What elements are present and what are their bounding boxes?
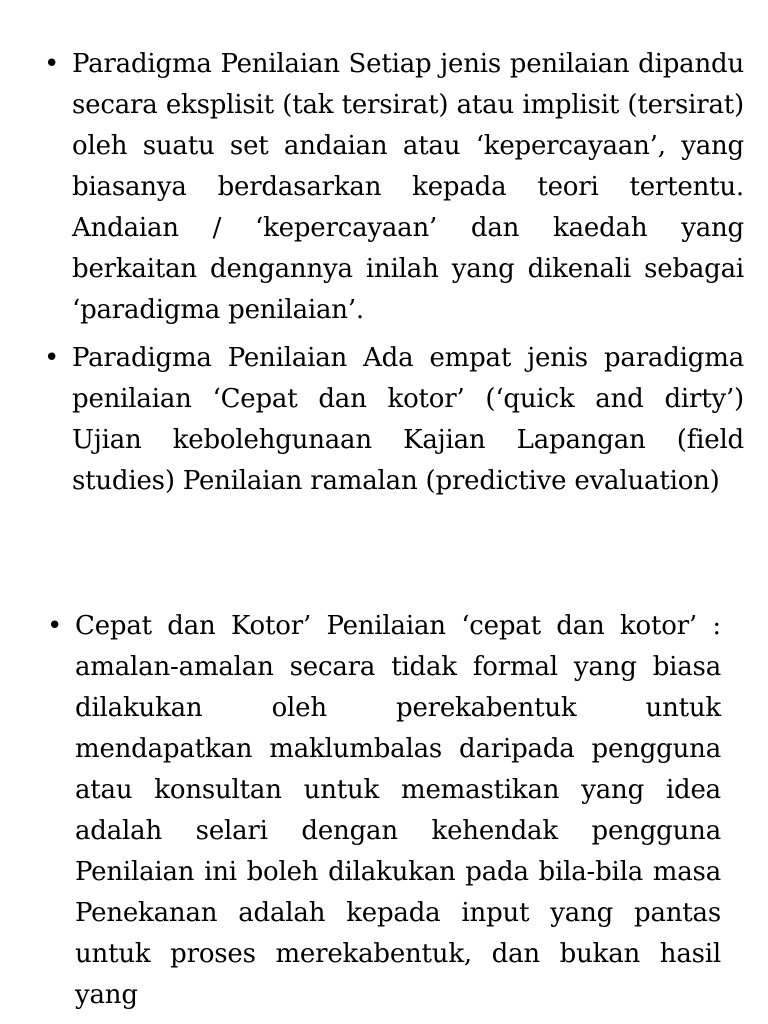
bullet-icon: • <box>47 611 63 641</box>
bullet-text: Cepat dan Kotor’ Penilaian ‘cepat dan kotor’ : amalan-amalan secara tidak formal yang biasa dilakukan oleh perekabentuk untuk mendapatkan maklumbalas daripada pengguna atau konsultan untuk memastikan yang idea adalah selari dengan kehendak pengguna Penilaian ini boleh dilakukan pada bila-bila masa Penekanan adalah kepada input yang pantas untuk proses merekabentuk, dan bukan hasil yang <box>75 611 721 1010</box>
bullet-icon: • <box>44 343 60 373</box>
bullet-text: Paradigma Penilaian Ada empat jenis paradigma penilaian ‘Cepat dan kotor’ (‘quick and dirty’) Ujian kebolehgunaan Kajian Lapangan (field studies) Penilaian ramalan (predictive evaluation) <box>72 343 744 496</box>
bullet-item-quick-and-dirty <box>47 606 721 1016</box>
bullet-icon: • <box>44 49 60 79</box>
bullet-item-four-paradigm-types <box>44 338 744 502</box>
bullet-item-evaluation-paradigm-definition <box>44 44 744 331</box>
bullet-text: Paradigma Penilaian Setiap jenis penilaian dipandu secara eksplisit (tak tersirat) atau implisit (tersirat) oleh suatu set andaian atau ‘kepercayaan’, yang biasanya berdasarkan kepada teori tertentu. Andaian / ‘kepercayaan’ dan kaedah yang berkaitan dengannya inilah yang dikenali sebagai ‘paradigma penilaian’. <box>72 49 744 325</box>
